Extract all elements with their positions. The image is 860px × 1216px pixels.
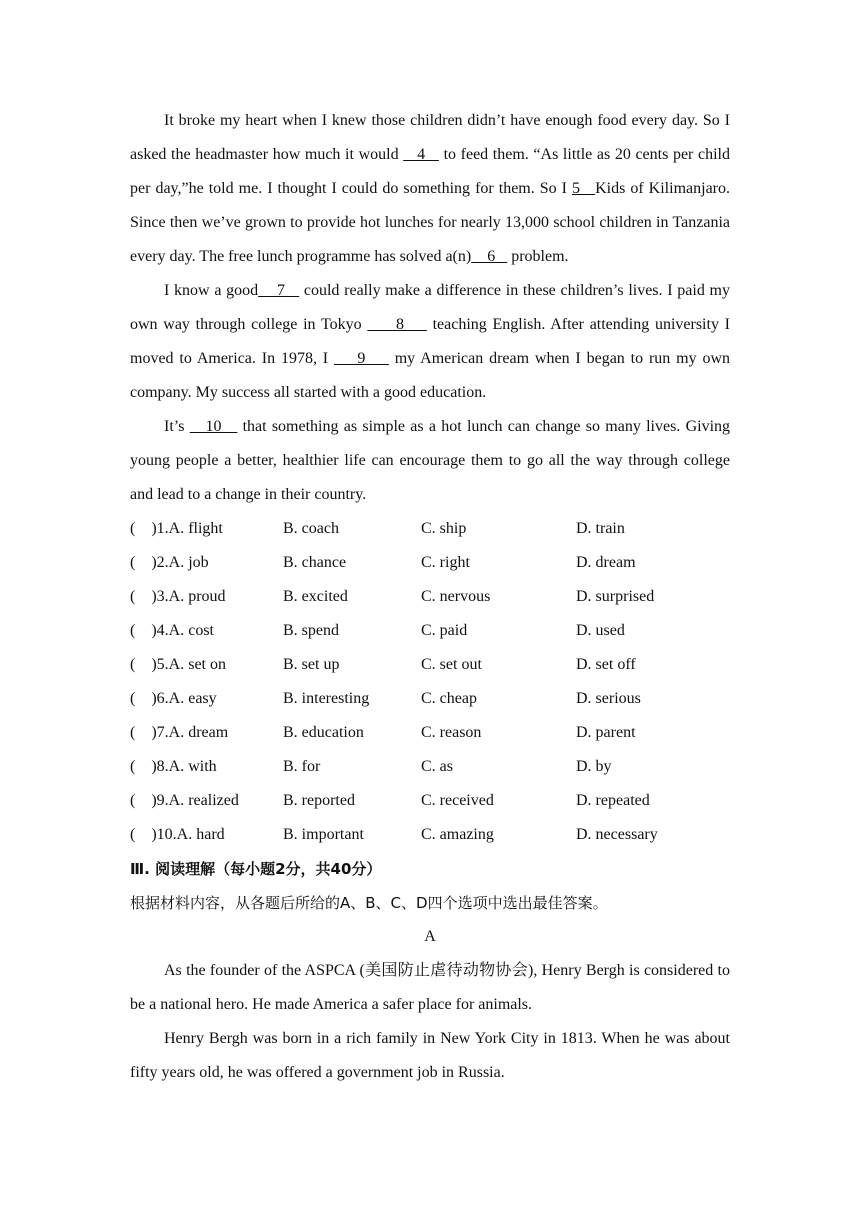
- option-c: C. ship: [421, 520, 467, 537]
- option-d: D. parent: [576, 724, 636, 741]
- text-run: It’s: [164, 418, 190, 435]
- option-a: ( )1.A. flight: [130, 520, 223, 537]
- option-d: D. set off: [576, 656, 636, 673]
- paragraph-1: [130, 104, 730, 274]
- option-c: C. cheap: [421, 690, 477, 707]
- options-list: [130, 512, 730, 852]
- paragraph-3: [130, 410, 730, 512]
- blank-9: 9: [334, 350, 389, 367]
- option-a: ( )4.A. cost: [130, 622, 214, 639]
- blank-10: 10: [189, 418, 238, 435]
- blank-8: 8: [367, 316, 427, 333]
- option-b: B. reported: [283, 792, 355, 809]
- option-a: ( )5.A. set on: [130, 656, 226, 673]
- option-c: C. right: [421, 554, 470, 571]
- option-a: ( )10.A. hard: [130, 826, 225, 843]
- document-content: [130, 104, 730, 1090]
- option-b: B. important: [283, 826, 364, 843]
- section-heading: Ⅲ. 阅读理解（每小题2分，共40分）: [130, 860, 382, 878]
- option-b: B. spend: [283, 622, 339, 639]
- option-b: B. coach: [283, 520, 339, 537]
- option-row-4: [130, 614, 730, 648]
- text-run: teaching English. After attending university I moved to America. In 1978, I: [130, 316, 730, 367]
- text-run: Kids of Kilimanjaro. Since then we’ve grown to provide hot lunches for nearly 13,000 school children in Tanzania every day. The free lunch programme has solved a(n): [130, 180, 730, 265]
- option-row-3: [130, 580, 730, 614]
- option-row-7: [130, 716, 730, 750]
- text-run: I know a good: [164, 282, 259, 299]
- option-b: B. excited: [283, 588, 348, 605]
- passage-label: A: [424, 928, 436, 945]
- blank-5: 5: [572, 180, 596, 197]
- option-row-5: [130, 648, 730, 682]
- option-c: C. reason: [421, 724, 482, 741]
- option-b: B. set up: [283, 656, 340, 673]
- option-b: B. for: [283, 758, 321, 775]
- option-b: B. interesting: [283, 690, 370, 707]
- reading-paragraph-2: Henry Bergh was born in a rich family in New York City in 1813. When he was about fifty years old, he was offered a government job in Russia.: [130, 1030, 730, 1081]
- option-c: C. nervous: [421, 588, 491, 605]
- section-instruction: 根据材料内容，从各题后所给的A、B、C、D四个选项中选出最佳答案。: [130, 894, 608, 912]
- option-d: D. train: [576, 520, 625, 537]
- text-run: that something as simple as a hot lunch can change so many lives. Giving young people a better, healthier life can encourage them to go all the way through college and lead to a change in their country.: [130, 418, 731, 503]
- option-a: ( )2.A. job: [130, 554, 209, 571]
- option-d: D. necessary: [576, 826, 658, 843]
- paragraph-2: [130, 274, 730, 410]
- option-b: B. chance: [283, 554, 347, 571]
- option-c: C. received: [421, 792, 494, 809]
- reading-paragraph-1: As the founder of the ASPCA (美国防止虐待动物协会), Henry Bergh is considered to be a national hero. He made America a safer place for animals.: [130, 962, 730, 1013]
- blank-6: 6: [471, 248, 508, 265]
- text-run: problem.: [507, 248, 569, 265]
- option-c: C. as: [421, 758, 453, 775]
- option-d: D. used: [576, 622, 625, 639]
- option-b: B. education: [283, 724, 364, 741]
- option-a: ( )6.A. easy: [130, 690, 217, 707]
- option-a: ( )3.A. proud: [130, 588, 226, 605]
- blank-7: 7: [258, 282, 300, 299]
- option-c: C. set out: [421, 656, 482, 673]
- text-run: It broke my heart when I knew those children didn’t have enough food every day. So I asked the headmaster how much it would: [130, 112, 730, 163]
- option-c: C. amazing: [421, 826, 494, 843]
- option-d: D. repeated: [576, 792, 650, 809]
- option-c: C. paid: [421, 622, 468, 639]
- option-row-10: [130, 818, 730, 852]
- text-run: to feed them. “As little as 20 cents per child per day,”he told me. I thought I could do something for them. So I: [130, 146, 731, 197]
- blank-4: 4: [403, 146, 439, 163]
- option-a: ( )7.A. dream: [130, 724, 229, 741]
- option-d: D. surprised: [576, 588, 655, 605]
- option-row-9: [130, 784, 730, 818]
- option-d: D. by: [576, 758, 612, 775]
- option-row-6: [130, 682, 730, 716]
- option-a: ( )8.A. with: [130, 758, 217, 775]
- option-a: ( )9.A. realized: [130, 792, 239, 809]
- option-row-8: [130, 750, 730, 784]
- option-row-1: [130, 512, 730, 546]
- text-run: my American dream when I began to run my own company. My success all started with a good education.: [130, 350, 731, 401]
- text-run: could really make a difference in these children’s lives. I paid my own way through college in Tokyo: [130, 282, 731, 333]
- option-d: D. dream: [576, 554, 636, 571]
- option-d: D. serious: [576, 690, 641, 707]
- option-row-2: [130, 546, 730, 580]
